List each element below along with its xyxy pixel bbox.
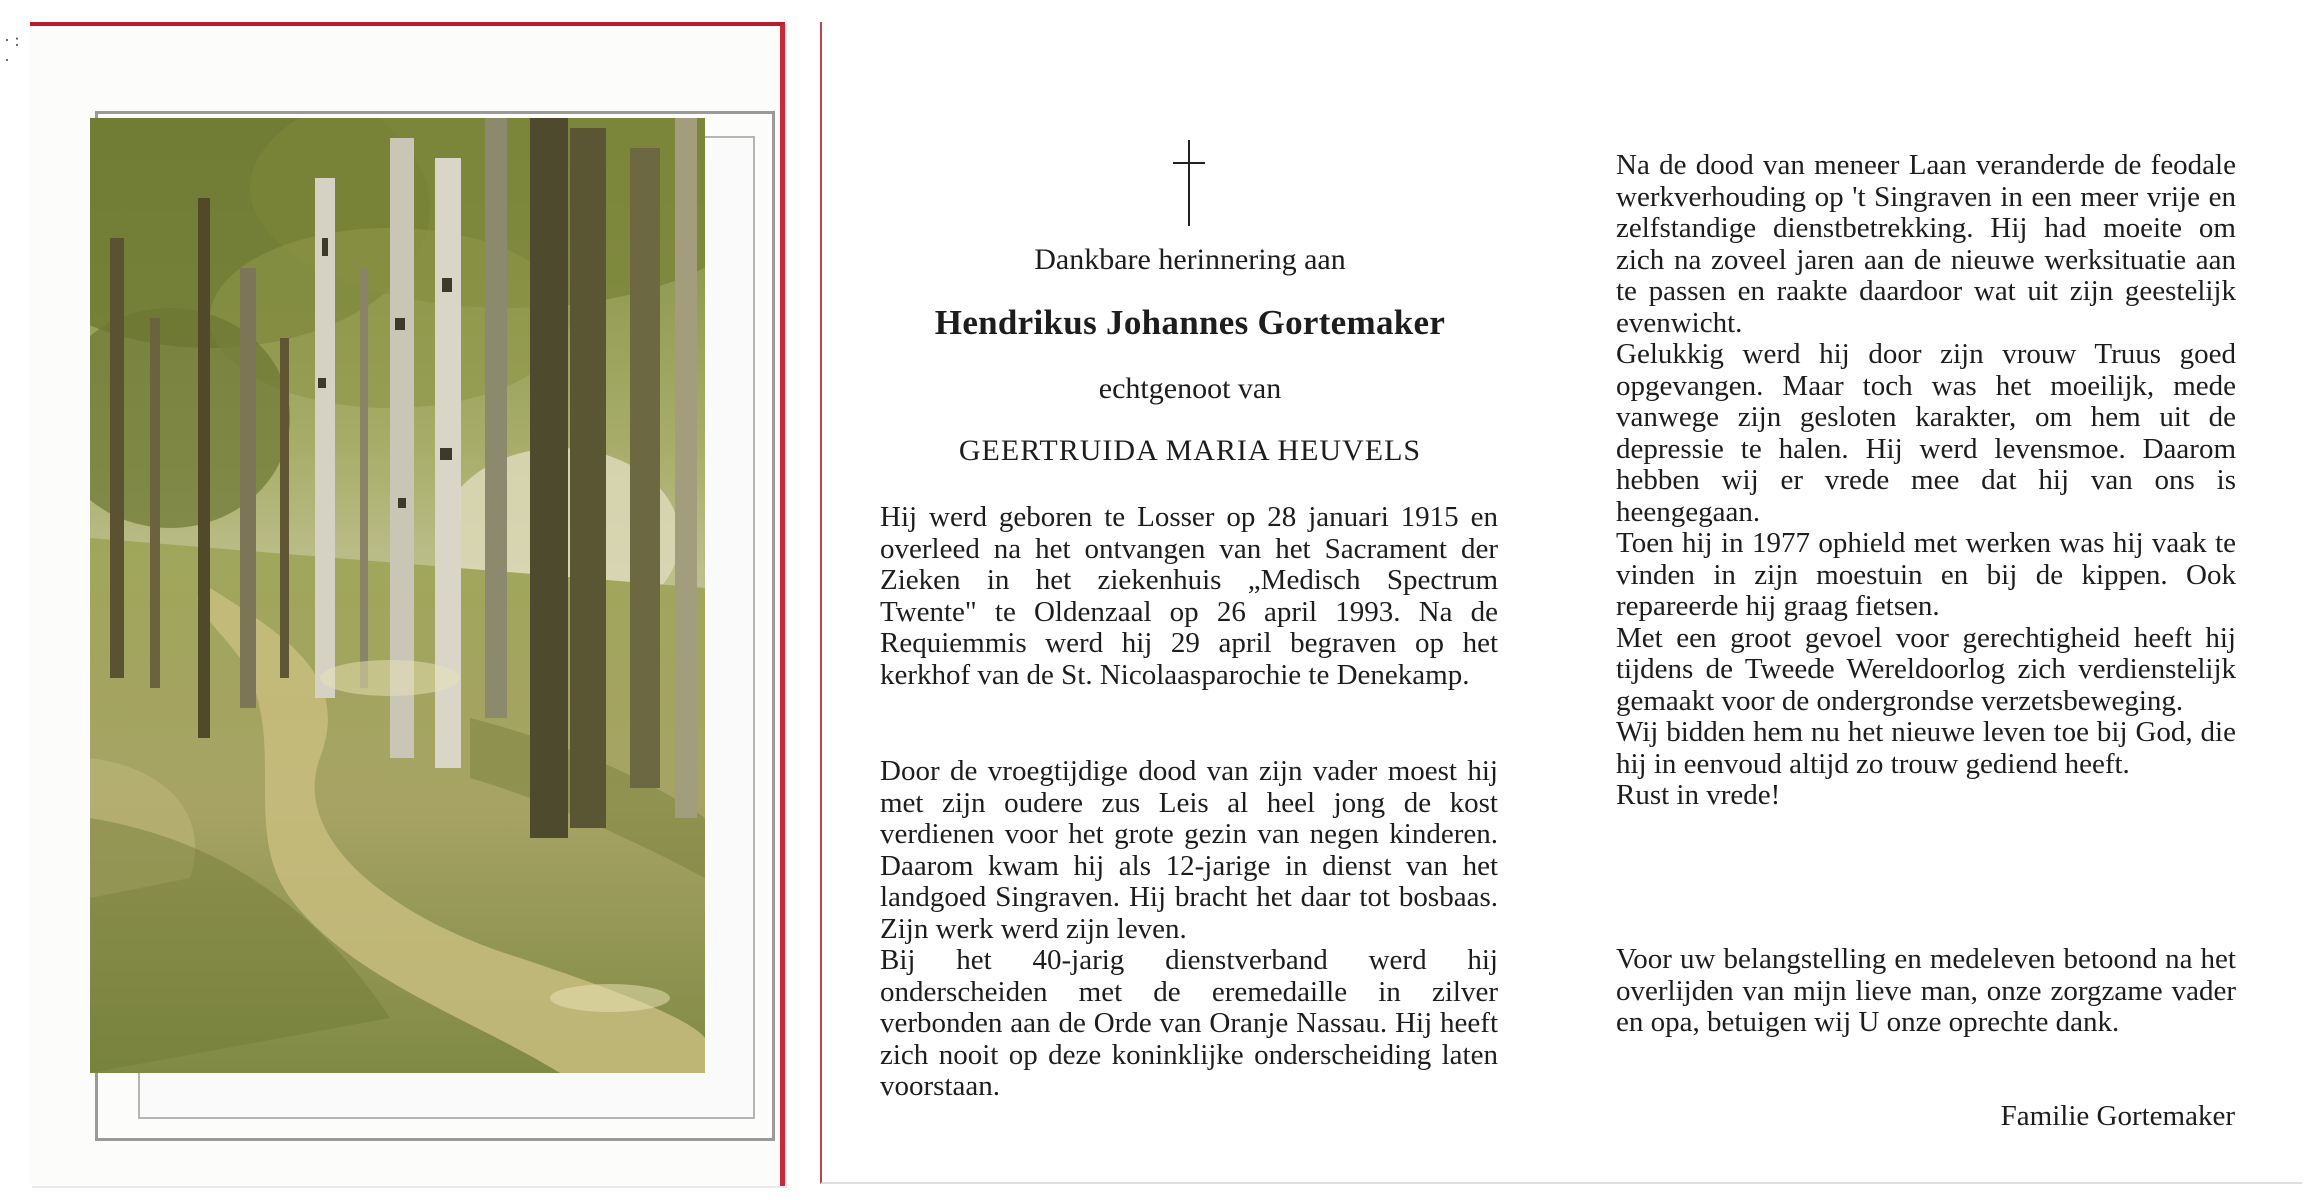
biography-paragraph-1: Hij werd geboren te Losser op 28 januari 1915 en overleed na het ontvangen van het Sacrament der Zieken in het ziekenhuis „Medisch Spectrum Twente" te Oldenzaal op 26 april 1993. Na de Requiemmis werd hij 29 april begraven op het kerkhof van de St. Nicolaasparochie te Denekamp. <box>880 501 1498 691</box>
spouse-label: echtgenoot van <box>1098 372 1282 405</box>
biography-paragraph-3: Na de dood van meneer Laan veranderde de feodale werkverhouding op 't Singraven in een meer vrije en zelfstandige dienstbetrekking. Hij had moeite om zich na zoveel jaren aan de nieuwe werksituatie aan te passen en raakte daardoor wat uit zijn geestelijk evenwicht. Gelukkig werd hij door zijn vrouw Truus goed opgevangen. Maar toch was het moeilijk, mede vanwege zijn gesloten karakter, om hem uit de depressie te halen. Hij werd levensmoe. Daarom hebben wij er vrede mee dat hij van ons is heengegaan. Toen hij in 1977 ophield met werken was hij vaak te vinden in zijn moestuin en bij de kippen. Ook repareerde hij graag fietsen. Met een groot gevoel voor gerechtigheid heeft hij tijdens de Tweede Wereldoorlog zich verdienstelijk gemaakt voor de ondergrondse verzetsbeweging. Wij bidden hem nu het nieuwe leven toe bij God, die hij in eenvoud altijd zo trouw gediend heeft. Rust in vrede! <box>1616 149 2236 811</box>
signature: Familie Gortemaker <box>2000 1100 2235 1132</box>
spouse-name: GEERTRUIDA MARIA HEUVELS <box>958 434 1422 467</box>
forest-path-photo <box>90 118 705 1073</box>
cross-icon <box>1186 140 1192 226</box>
intro-text: Dankbare herinnering aan <box>1034 243 1346 276</box>
deceased-name: Hendrikus Johannes Gortemaker <box>934 303 1446 342</box>
thanks-paragraph: Voor uw belangstelling en medeleven betoond na het overlijden van mijn lieve man, onze zorgzame vader en opa, betuigen wij U onze oprechte dank. <box>1616 943 2236 1038</box>
biography-paragraph-2: Door de vroegtijdige dood van zijn vader moest hij met zijn oudere zus Leis al heel jong de kost verdienen voor het grote gezin van negen kinderen. Daarom kwam hij als 12-jarige in dienst van het landgoed Singraven. Hij bracht het daar tot bosbaas. Zijn werk werd zijn leven. Bij het 40-jarig dienstverband werd hij onderscheiden met de eremedaille in zilver verbonden aan de Orde van Oranje Nassau. Hij heeft zich nooit op deze koninklijke onderscheiding laten voorstaan. <box>880 755 1498 1102</box>
edge-marks: · : · <box>4 30 20 70</box>
